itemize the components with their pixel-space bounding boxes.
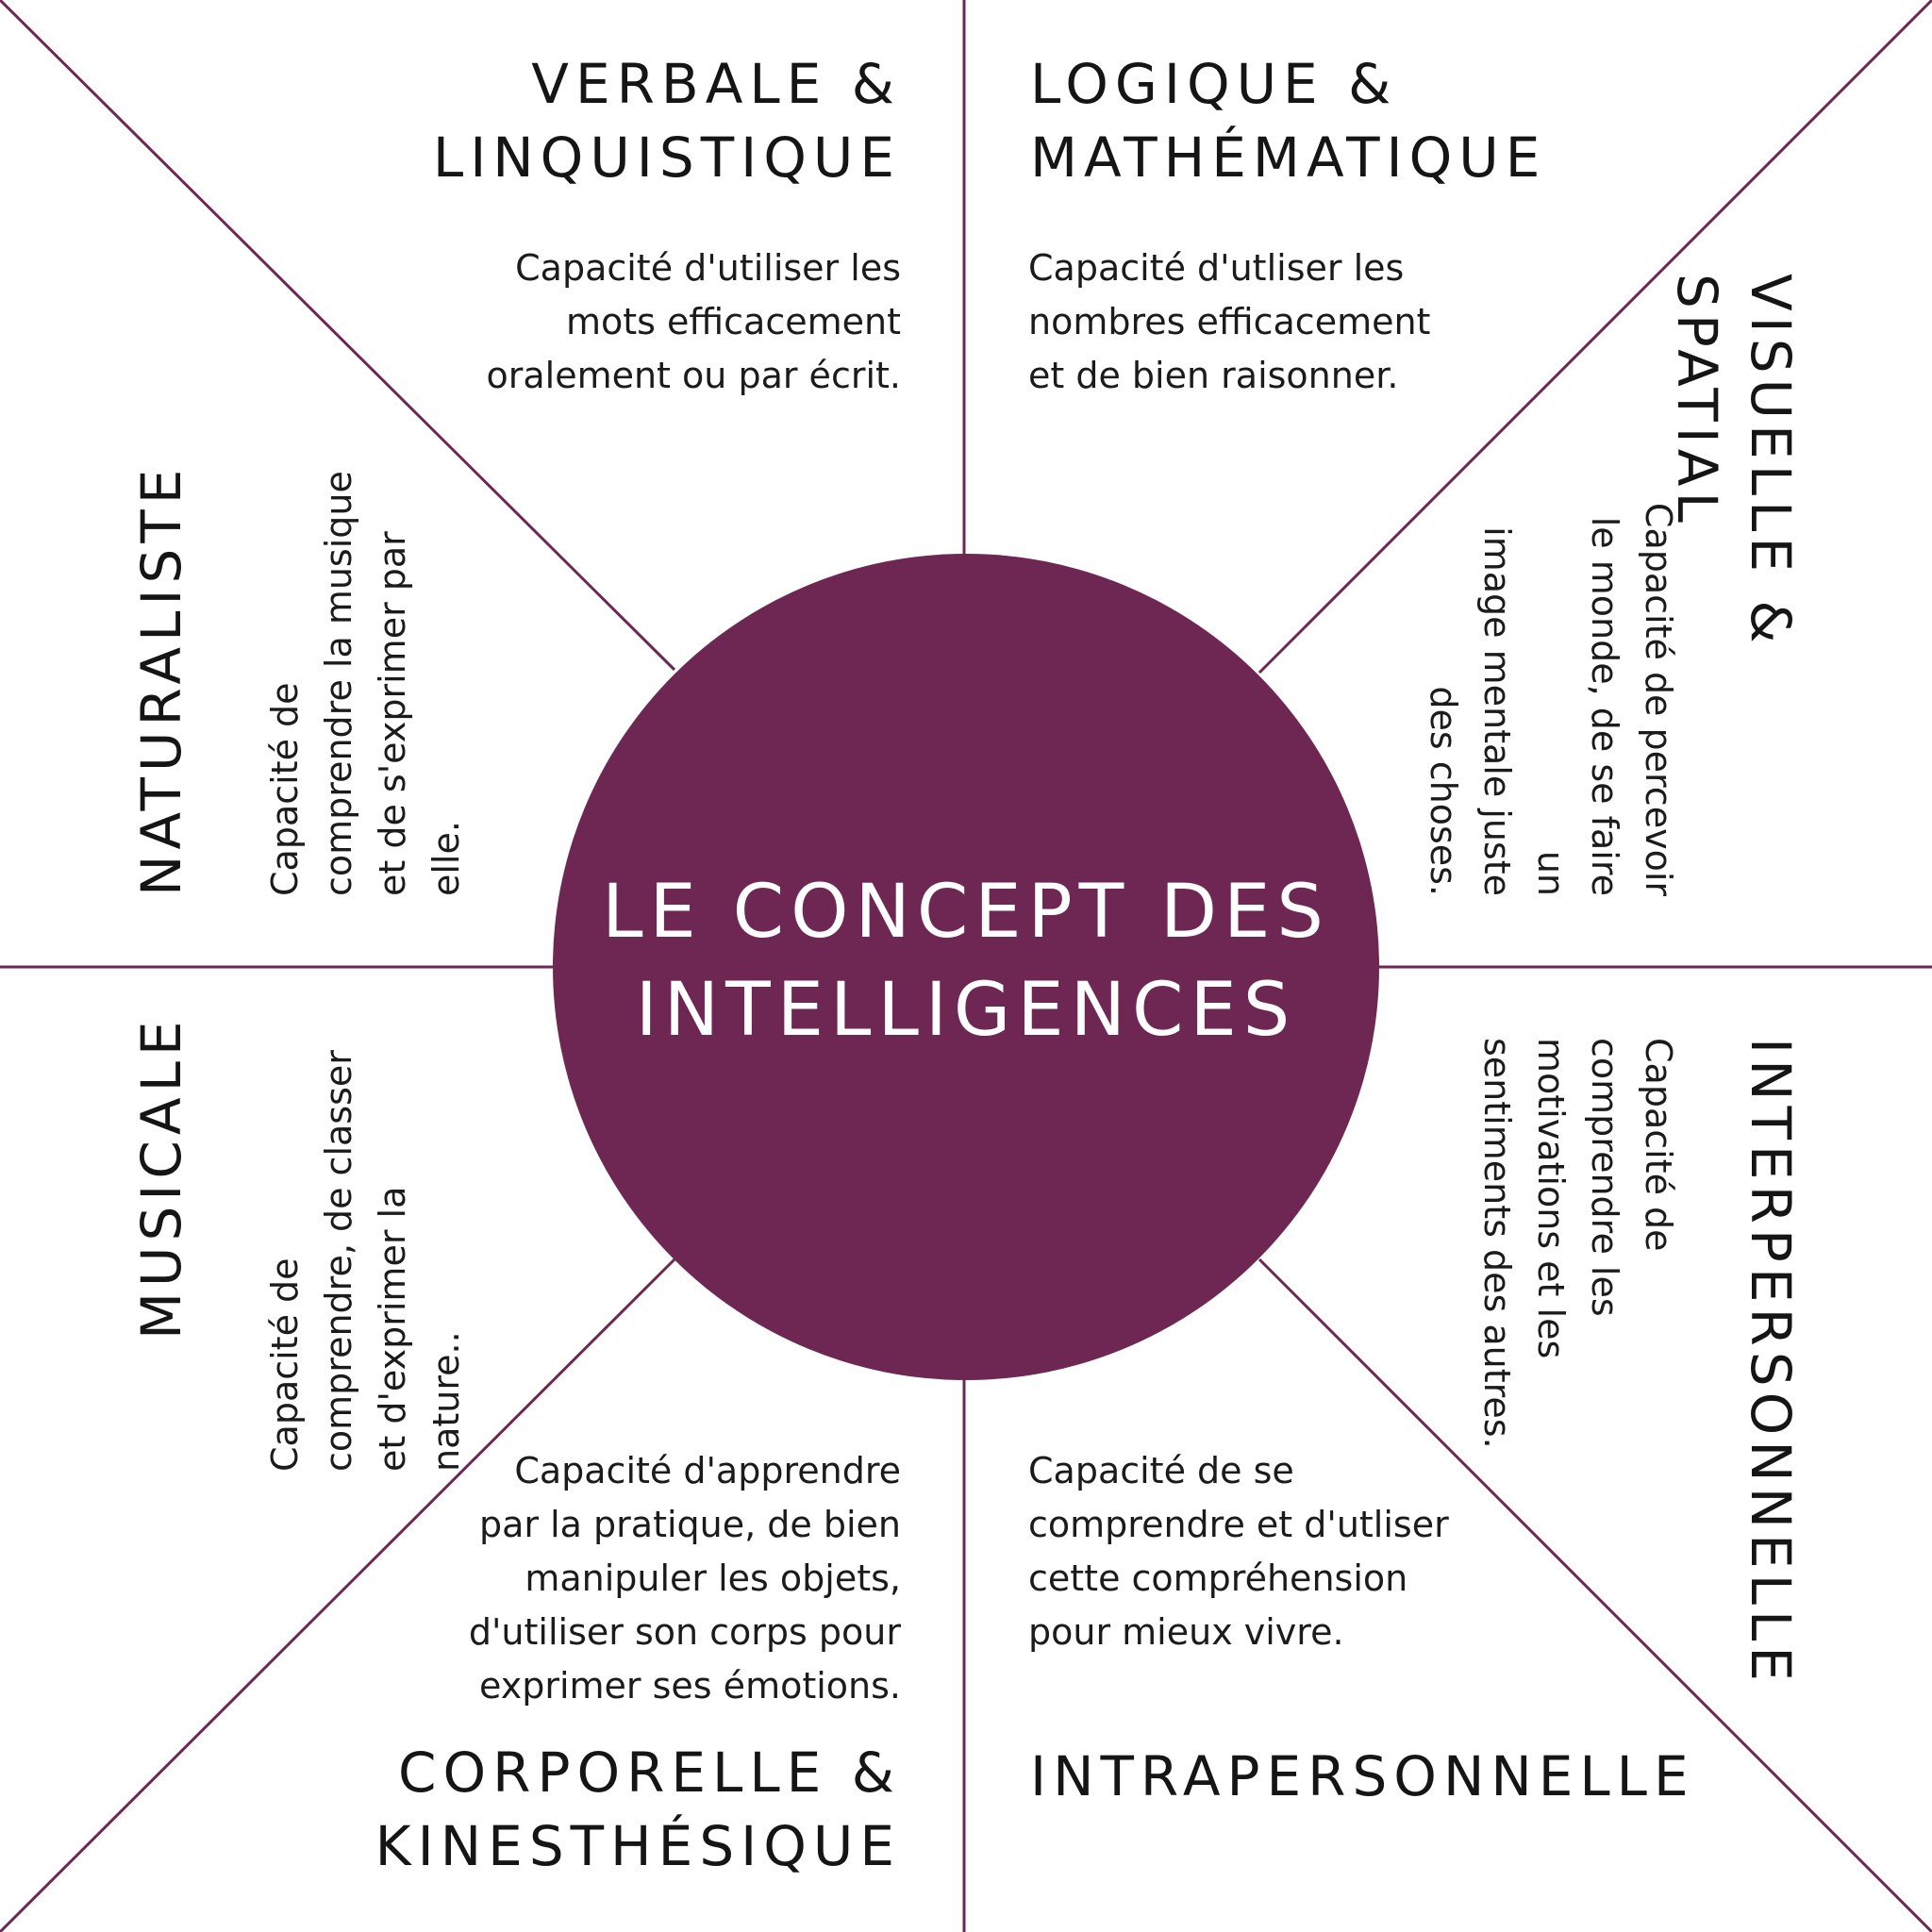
logique-description: Capacité d'utliser les nombres efficacement et de bien raisonner. [1028,247,1431,396]
naturaliste-title: NATURALISTE [129,463,193,896]
logique-title: LOGIQUE & MATHÉMATIQUE [1030,52,1547,190]
corporelle-description: Capacité d'apprendre par la pratique, de bien manipuler les objets, d'utiliser son corps pour exprimer ses émotions. [468,1450,901,1707]
musicale-title: MUSICALE [129,1015,193,1340]
intrapersonnelle-title: INTRAPERSONNELLE [1030,1744,1695,1808]
verbale-title: VERBALE & LINQUISTIQUE [432,52,901,190]
visuelle-description: Capacité de percevoir le monde, de se faire un image mentale juste des choses. [1423,502,1679,896]
center-title: LE CONCEPT DES INTELLIGENCES [602,870,1330,1053]
interpersonnelle-description: Capacité de comprendre les motivations et les sentiments des autres. [1476,1038,1679,1449]
verbale-description: Capacité d'utiliser les mots efficacement oralement ou par écrit. [486,247,901,396]
corporelle-title: CORPORELLE & KINESTHÉSIQUE [375,1740,901,1878]
interpersonnelle-title: INTERPERSONNELLE [1739,1038,1803,1687]
visuelle-title: VISUELLE & SPATIAL [1665,274,1803,649]
naturaliste-description: Capacité de comprendre la musique et de s'exprimer par elle. [264,471,467,896]
musicale-description: Capacité de comprendre, de classer et d'exprimer la nature.. [264,1050,467,1472]
intrapersonnelle-description: Capacité de se comprendre et d'utliser cette compréhension pour mieux vivre. [1028,1450,1449,1653]
